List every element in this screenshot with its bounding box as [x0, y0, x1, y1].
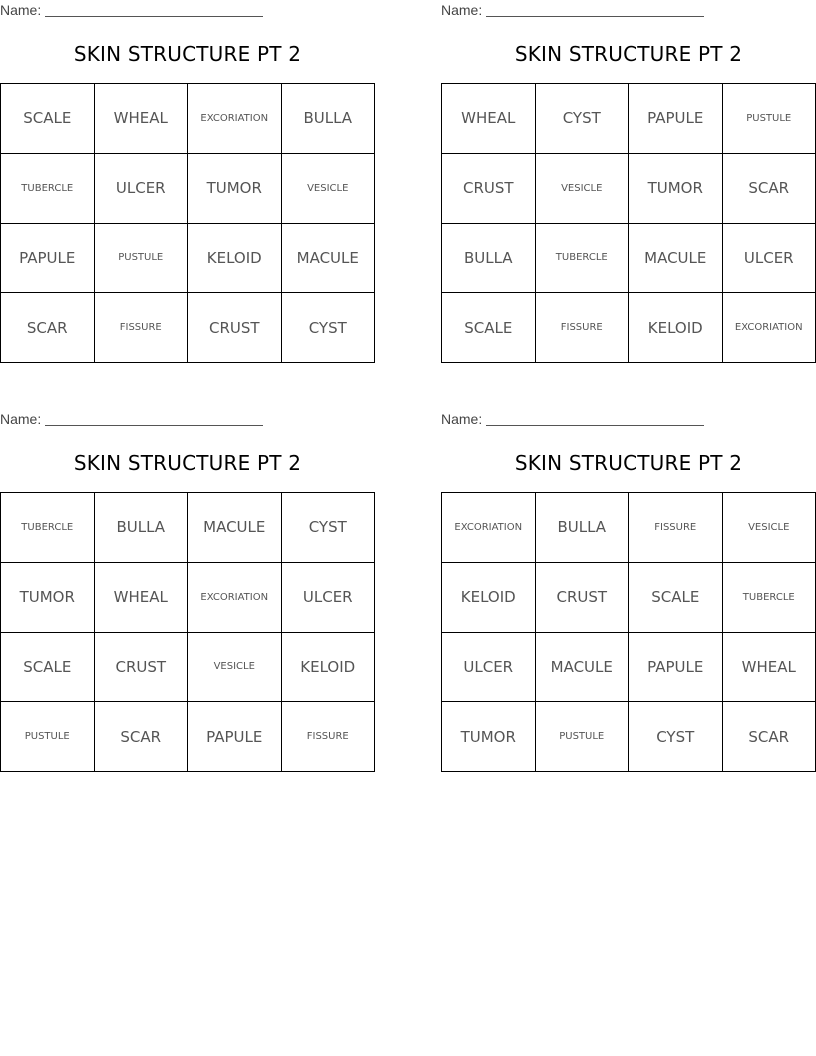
card-title: SKIN STRUCTURE PT 2 [73, 42, 302, 66]
grid-cell: CYST [282, 293, 376, 363]
grid-cell: EXCORIATION [188, 84, 282, 154]
grid-cell: KELOID [442, 563, 536, 633]
grid-cell: CRUST [442, 154, 536, 224]
grid-cell: WHEAL [723, 633, 816, 703]
name-blank-line[interactable] [45, 2, 263, 17]
name-label: Name: [0, 411, 42, 427]
grid-cell: SCALE [442, 293, 536, 363]
grid-cell: PUSTULE [723, 84, 816, 154]
grid-cell: FISSURE [536, 293, 630, 363]
name-blank-line[interactable] [486, 411, 704, 426]
grid-cell: EXCORIATION [442, 493, 536, 563]
grid-cell: FISSURE [629, 493, 723, 563]
grid-cell: MACULE [282, 224, 376, 294]
grid-cell: MACULE [188, 493, 282, 563]
grid-cell: PAPULE [629, 633, 723, 703]
grid-cell: VESICLE [282, 154, 376, 224]
grid-cell: TUMOR [629, 154, 723, 224]
grid-cell: KELOID [188, 224, 282, 294]
grid-cell: EXCORIATION [188, 563, 282, 633]
grid-cell: ULCER [95, 154, 189, 224]
grid-cell: TUBERCLE [1, 493, 95, 563]
bingo-grid [441, 492, 816, 772]
name-label: Name: [441, 2, 483, 18]
name-label: Name: [441, 411, 483, 427]
grid-cell: PAPULE [188, 702, 282, 772]
grid-cell: SCALE [1, 84, 95, 154]
grid-cell: BULLA [536, 493, 630, 563]
grid-cell: FISSURE [282, 702, 376, 772]
bingo-grid [0, 83, 375, 363]
grid-cell: PAPULE [629, 84, 723, 154]
name-field[interactable] [441, 411, 704, 427]
grid-cell: CRUST [536, 563, 630, 633]
grid-cell: SCALE [629, 563, 723, 633]
grid-cell: KELOID [282, 633, 376, 703]
grid-cell: TUMOR [442, 702, 536, 772]
grid-cell: SCALE [1, 633, 95, 703]
grid-cell: MACULE [536, 633, 630, 703]
grid-cell: WHEAL [95, 563, 189, 633]
name-blank-line[interactable] [45, 411, 263, 426]
grid-cell: VESICLE [188, 633, 282, 703]
grid-cell: SCAR [95, 702, 189, 772]
grid-cell: KELOID [629, 293, 723, 363]
grid-cell: ULCER [723, 224, 816, 294]
grid-cell: CYST [282, 493, 376, 563]
name-field[interactable] [441, 2, 704, 18]
grid-cell: CRUST [95, 633, 189, 703]
grid-cell: TUMOR [188, 154, 282, 224]
grid-cell: TUBERCLE [536, 224, 630, 294]
name-label: Name: [0, 2, 42, 18]
card-title: SKIN STRUCTURE PT 2 [514, 42, 743, 66]
grid-cell: ULCER [282, 563, 376, 633]
grid-cell: CYST [536, 84, 630, 154]
grid-cell: CRUST [188, 293, 282, 363]
grid-cell: BULLA [442, 224, 536, 294]
grid-cell: PUSTULE [536, 702, 630, 772]
grid-cell: TUBERCLE [1, 154, 95, 224]
grid-cell: PAPULE [1, 224, 95, 294]
grid-cell: WHEAL [95, 84, 189, 154]
grid-cell: VESICLE [723, 493, 816, 563]
grid-cell: PUSTULE [95, 224, 189, 294]
grid-cell: TUMOR [1, 563, 95, 633]
grid-cell: MACULE [629, 224, 723, 294]
bingo-grid [0, 492, 375, 772]
grid-cell: TUBERCLE [723, 563, 816, 633]
grid-cell: CYST [629, 702, 723, 772]
grid-cell: ULCER [442, 633, 536, 703]
grid-cell: VESICLE [536, 154, 630, 224]
grid-cell: PUSTULE [1, 702, 95, 772]
grid-cell: WHEAL [442, 84, 536, 154]
grid-cell: EXCORIATION [723, 293, 816, 363]
grid-cell: FISSURE [95, 293, 189, 363]
grid-cell: SCAR [723, 702, 816, 772]
grid-cell: SCAR [723, 154, 816, 224]
card-title: SKIN STRUCTURE PT 2 [514, 451, 743, 475]
bingo-grid [441, 83, 816, 363]
grid-cell: BULLA [282, 84, 376, 154]
name-blank-line[interactable] [486, 2, 704, 17]
grid-cell: SCAR [1, 293, 95, 363]
grid-cell: BULLA [95, 493, 189, 563]
card-title: SKIN STRUCTURE PT 2 [73, 451, 302, 475]
name-field[interactable] [0, 411, 263, 427]
name-field[interactable] [0, 2, 263, 18]
